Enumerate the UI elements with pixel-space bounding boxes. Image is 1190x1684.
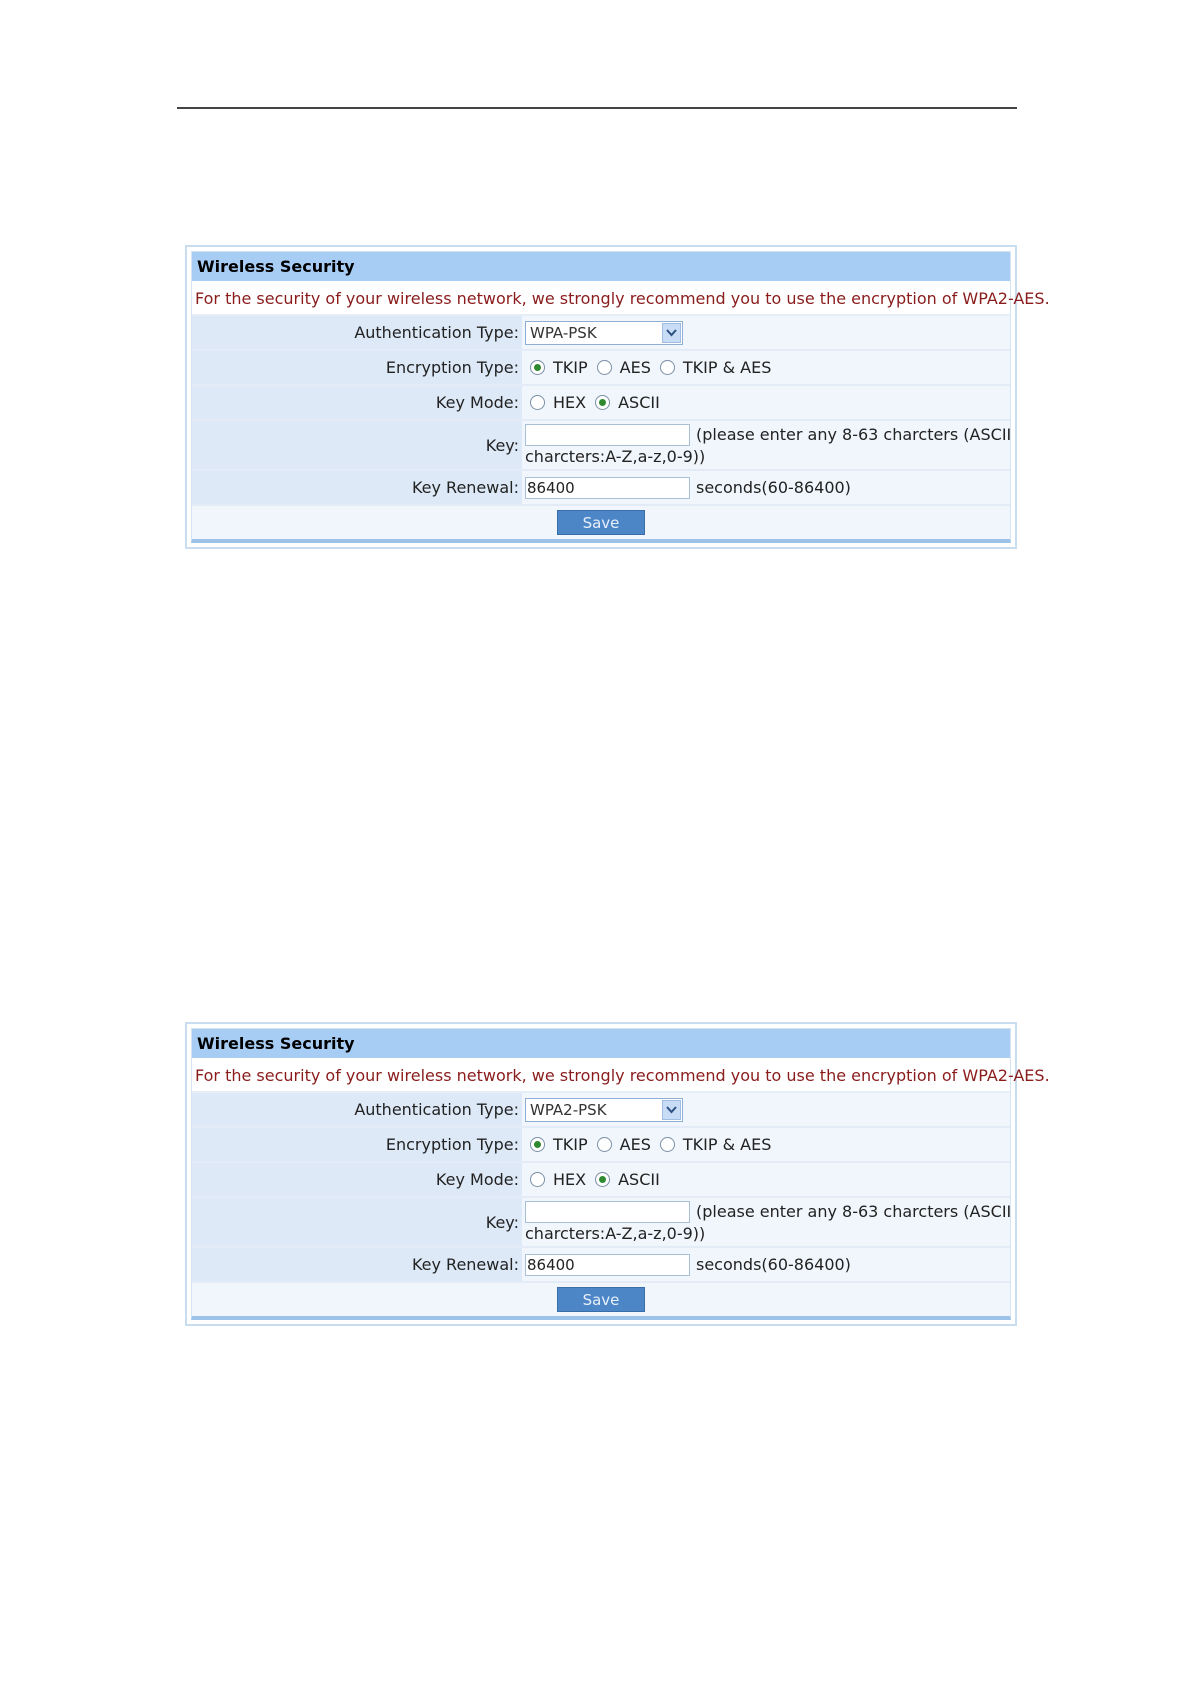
keymode-hex-label: HEX bbox=[553, 1170, 587, 1189]
radio-selected-dot bbox=[534, 1141, 541, 1148]
encryption-type-label: Encryption Type: bbox=[192, 351, 522, 384]
radio-selected-dot bbox=[534, 364, 541, 371]
chevron-down-icon[interactable] bbox=[662, 323, 681, 343]
key-label: Key: bbox=[192, 1198, 522, 1246]
panel-title: Wireless Security bbox=[192, 1029, 1010, 1060]
keymode-ascii-radio[interactable] bbox=[595, 1172, 610, 1187]
keymode-ascii-label: ASCII bbox=[618, 1170, 660, 1189]
enc-aes-radio[interactable] bbox=[597, 1137, 612, 1152]
encryption-type-row bbox=[192, 1128, 1010, 1163]
radio-selected-dot bbox=[599, 1176, 606, 1183]
key-hint-line2: charcters:A-Z,a-z,0-9)) bbox=[525, 1224, 706, 1243]
radio-selected-dot bbox=[599, 399, 606, 406]
key-hint-line2: charcters:A-Z,a-z,0-9)) bbox=[525, 447, 706, 466]
enc-aes-radio[interactable] bbox=[597, 360, 612, 375]
encryption-type-label: Encryption Type: bbox=[192, 1128, 522, 1161]
keymode-hex-label: HEX bbox=[553, 393, 587, 412]
keymode-hex-radio[interactable] bbox=[530, 1172, 545, 1187]
key-mode-row bbox=[192, 386, 1010, 421]
save-button[interactable]: Save bbox=[557, 1287, 645, 1312]
auth-type-select[interactable] bbox=[525, 1098, 683, 1122]
wireless-security-panel-1 bbox=[185, 245, 1050, 549]
enc-aes-label: AES bbox=[619, 358, 651, 377]
enc-tkip-aes-radio[interactable] bbox=[660, 360, 675, 375]
save-row bbox=[192, 1283, 1010, 1316]
enc-tkip-radio[interactable] bbox=[530, 360, 545, 375]
auth-type-select[interactable] bbox=[525, 321, 683, 345]
key-input[interactable] bbox=[525, 424, 690, 446]
encryption-type-row bbox=[192, 351, 1010, 386]
enc-tkip-aes-label: TKIP & AES bbox=[682, 1135, 772, 1154]
key-mode-label: Key Mode: bbox=[192, 1163, 522, 1196]
key-renewal-input[interactable]: 86400 bbox=[525, 1254, 690, 1276]
key-mode-row bbox=[192, 1163, 1010, 1198]
enc-tkip-aes-radio[interactable] bbox=[660, 1137, 675, 1152]
enc-aes-label: AES bbox=[619, 1135, 651, 1154]
key-label: Key: bbox=[192, 421, 522, 469]
page-top-rule bbox=[177, 107, 1017, 109]
key-renewal-row bbox=[192, 1248, 1010, 1283]
auth-type-value: WPA2-PSK bbox=[530, 1100, 607, 1119]
auth-type-row bbox=[192, 1093, 1010, 1128]
key-renewal-label: Key Renewal: bbox=[192, 1248, 522, 1281]
chevron-down-icon[interactable] bbox=[662, 1100, 681, 1120]
save-row bbox=[192, 506, 1010, 539]
key-renewal-label: Key Renewal: bbox=[192, 471, 522, 504]
key-hint-line1: (please enter any 8-63 charcters (ASCII bbox=[696, 425, 1012, 444]
enc-tkip-aes-label: TKIP & AES bbox=[682, 358, 772, 377]
keymode-hex-radio[interactable] bbox=[530, 395, 545, 410]
keymode-ascii-label: ASCII bbox=[618, 393, 660, 412]
key-mode-label: Key Mode: bbox=[192, 386, 522, 419]
security-notice: For the security of your wireless network, we strongly recommend you to use the encryption of WPA2-AES. bbox=[192, 1060, 1010, 1093]
enc-tkip-radio[interactable] bbox=[530, 1137, 545, 1152]
panel-title: Wireless Security bbox=[192, 252, 1010, 283]
key-row bbox=[192, 1198, 1010, 1248]
key-hint-line1: (please enter any 8-63 charcters (ASCII bbox=[696, 1202, 1012, 1221]
auth-type-row bbox=[192, 316, 1010, 351]
keymode-ascii-radio[interactable] bbox=[595, 395, 610, 410]
enc-tkip-label: TKIP bbox=[553, 1135, 588, 1154]
key-renewal-row bbox=[192, 471, 1010, 506]
save-button[interactable]: Save bbox=[557, 510, 645, 535]
key-row bbox=[192, 421, 1010, 471]
key-renewal-unit: seconds(60-86400) bbox=[696, 1255, 851, 1274]
auth-type-label: Authentication Type: bbox=[192, 1093, 522, 1126]
key-renewal-input[interactable]: 86400 bbox=[525, 477, 690, 499]
auth-type-label: Authentication Type: bbox=[192, 316, 522, 349]
key-input[interactable] bbox=[525, 1201, 690, 1223]
enc-tkip-label: TKIP bbox=[553, 358, 588, 377]
auth-type-value: WPA-PSK bbox=[530, 323, 597, 342]
wireless-security-panel-2 bbox=[185, 1022, 1050, 1326]
key-renewal-unit: seconds(60-86400) bbox=[696, 478, 851, 497]
security-notice: For the security of your wireless network, we strongly recommend you to use the encryption of WPA2-AES. bbox=[192, 283, 1010, 316]
